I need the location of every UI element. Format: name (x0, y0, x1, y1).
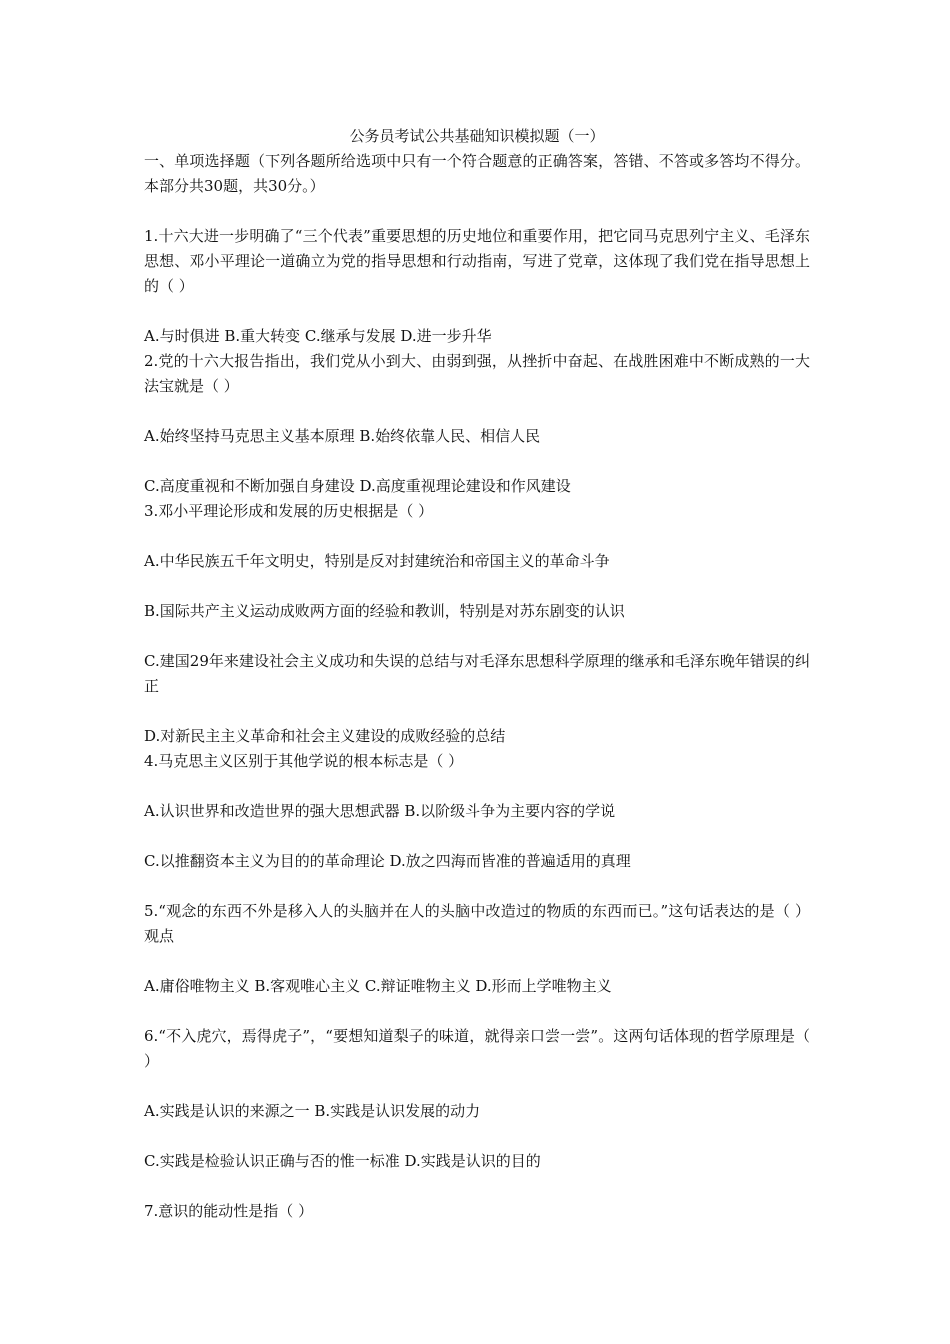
question-7-stem: 7.意识的能动性是指（ ） (144, 1202, 314, 1220)
question-2-options-ab: A.始终坚持马克思主义基本原理 B.始终依靠人民、相信人民 (144, 427, 541, 445)
spacer (144, 199, 810, 224)
spacer (144, 1074, 810, 1099)
question-3-option-d: D.对新民主主义革命和社会主义建设的成败经验的总结 (144, 727, 506, 745)
question-4-stem: 4.马克思主义区别于其他学说的根本标志是（ ） (144, 752, 464, 770)
spacer (144, 574, 810, 599)
spacer (144, 874, 810, 899)
question-1-stem: 1.十六大进一步明确了“三个代表”重要思想的历史地位和重要作用，把它同马克思列宁主义、毛泽东思想、邓小平理论一道确立为党的指导思想和行动指南，写进了党章，这体现了我们党在指导思想上的（ ） (144, 227, 810, 295)
spacer (144, 774, 810, 799)
question-2-options-cd: C.高度重视和不断加强自身建设 D.高度重视理论建设和作风建设 (144, 477, 571, 495)
question-6-options-ab: A.实践是认识的来源之一 B.实践是认识发展的动力 (144, 1102, 481, 1120)
spacer (144, 699, 810, 724)
spacer (144, 1124, 810, 1149)
spacer (144, 399, 810, 424)
question-6-options-cd: C.实践是检验认识正确与否的惟一标准 D.实践是认识的目的 (144, 1152, 541, 1170)
document-page (144, 124, 810, 1224)
spacer (144, 524, 810, 549)
section-intro: 一、单项选择题（下列各题所给选项中只有一个符合题意的正确答案，答错、不答或多答均不得分。本部分共30题，共30分。） (144, 152, 810, 195)
question-5-options: A.庸俗唯物主义 B.客观唯心主义 C.辩证唯物主义 D.形而上学唯物主义 (144, 977, 612, 995)
question-3-option-a: A.中华民族五千年文明史，特别是反对封建统治和帝国主义的革命斗争 (144, 552, 610, 570)
spacer (144, 299, 810, 324)
question-2-stem: 2.党的十六大报告指出，我们党从小到大、由弱到强，从挫折中奋起、在战胜困难中不断成熟的一大法宝就是（ ） (144, 352, 810, 395)
document-title: 公务员考试公共基础知识模拟题（一） (349, 127, 605, 145)
question-3-option-b: B.国际共产主义运动成败两方面的经验和教训，特别是对苏东剧变的认识 (144, 602, 625, 620)
spacer (144, 1174, 810, 1199)
question-5-stem: 5.“观念的东西不外是移入人的头脑并在人的头脑中改造过的物质的东西而已。”这句话表达的是（ ）观点 (144, 902, 810, 945)
question-3-option-c: C.建国29年来建设社会主义成功和失误的总结与对毛泽东思想科学原理的继承和毛泽东晚年错误的纠正 (144, 652, 810, 695)
spacer (144, 449, 810, 474)
spacer (144, 999, 810, 1024)
question-6-stem: 6.“不入虎穴，焉得虎子”，“要想知道梨子的味道，就得亲口尝一尝”。这两句话体现的哲学原理是（ ） (144, 1027, 810, 1070)
spacer (144, 824, 810, 849)
question-1-options: A.与时俱进 B.重大转变 C.继承与发展 D.进一步升华 (144, 327, 492, 345)
spacer (144, 624, 810, 649)
question-3-stem: 3.邓小平理论形成和发展的历史根据是（ ） (144, 502, 434, 520)
question-4-options-cd: C.以推翻资本主义为目的的革命理论 D.放之四海而皆准的普遍适用的真理 (144, 852, 631, 870)
question-4-options-ab: A.认识世界和改造世界的强大思想武器 B.以阶级斗争为主要内容的学说 (144, 802, 616, 820)
spacer (144, 949, 810, 974)
